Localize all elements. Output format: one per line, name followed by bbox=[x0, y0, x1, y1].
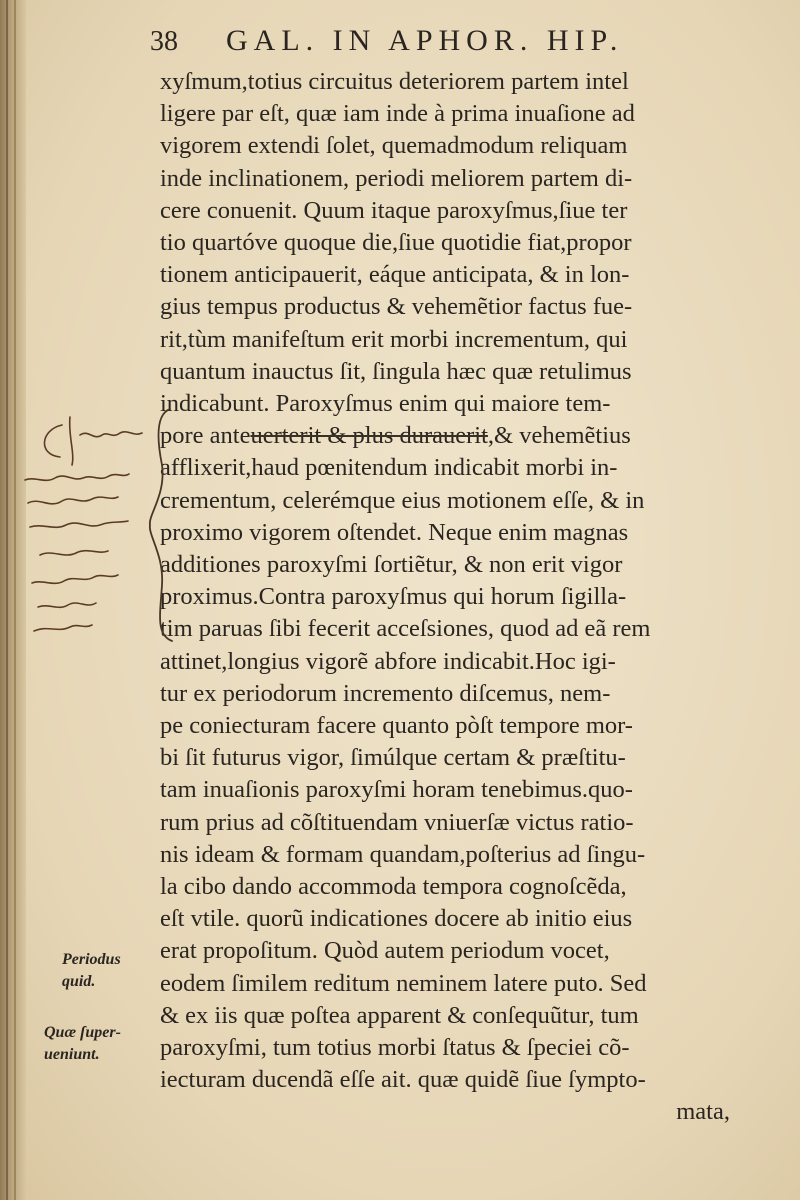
margin-note-line: Periodus bbox=[62, 951, 121, 968]
page-number: 38 bbox=[150, 26, 178, 57]
text-line: rit,tùm manifeſtum erit morbi incrementum, qui bbox=[160, 325, 628, 353]
text-line: pe coniecturam facere quanto pòſt tempore mor- bbox=[160, 712, 633, 739]
text-line: cere conuenit. Quum itaque paroxyſmus,ſiue ter bbox=[160, 196, 628, 224]
binding-edge bbox=[14, 0, 16, 1200]
text-line: mata, bbox=[676, 1098, 730, 1126]
margin-note-superueniunt bbox=[44, 1022, 121, 1066]
text-line: additiones paroxyſmi ſortiẽtur, & non erit vigor bbox=[160, 551, 623, 578]
text-line: & ex iis quæ poſtea apparent & conſequũtur, tum bbox=[160, 1001, 639, 1029]
text-line: indicabunt. Paroxyſmus enim qui maiore tem- bbox=[160, 390, 611, 417]
text-line: proximo vigorem oſtendet. Neque enim magnas bbox=[160, 518, 629, 546]
text-segment: ,& vehemẽtius bbox=[487, 422, 631, 450]
text-line: la cibo dando accommoda tempora cognoſcẽda, bbox=[160, 873, 627, 900]
margin-note-line: quid. bbox=[62, 973, 96, 990]
text-line bbox=[160, 420, 631, 452]
margin-note-line: Quæ ſuper- bbox=[44, 1024, 121, 1041]
text-line: tim paruas ſibi fecerit acceſsiones, quod ad eã rem bbox=[160, 615, 651, 643]
text-segment: pore ante bbox=[160, 422, 251, 450]
text-line: gius tempus productus & vehemẽtior factus fue- bbox=[160, 293, 633, 321]
margin-note-line: ueniunt. bbox=[44, 1046, 100, 1063]
book-binding bbox=[0, 0, 26, 1200]
text-line: ligere par eſt, quæ iam inde à prima inuaſione ad bbox=[160, 100, 635, 128]
binding-edge bbox=[6, 0, 8, 1200]
text-line: eſt vtile. quorũ indicationes docere ab initio eius bbox=[160, 905, 633, 933]
text-line: proximus.Contra paroxyſmus qui horum ſigilla- bbox=[160, 583, 627, 611]
struck-text: uerterit & plus durauerit bbox=[250, 422, 488, 450]
text-line: quantum inauctus ſit, ſingula hæc quæ retulimus bbox=[160, 357, 632, 385]
text-line: rum prius ad cõſtituendam vniuerſæ victus ratio- bbox=[160, 808, 634, 836]
text-line: paroxyſmi, tum totius morbi ſtatus & ſpeciei cõ- bbox=[160, 1034, 630, 1061]
text-line: nis ideam & formam quandam,poſterius ad ſingu- bbox=[160, 840, 646, 868]
text-line: xyſmum,totius circuitus deteriorem partem intel bbox=[160, 68, 629, 95]
text-line: tio quartóve quoque die,ſiue quotidie fiat,propor bbox=[160, 229, 632, 256]
text-line: vigorem extendi ſolet, quemadmodum reliquam bbox=[160, 132, 628, 160]
body-text bbox=[160, 66, 770, 1166]
text-line: afflixerit,haud pœnitendum indicabit morbi in- bbox=[160, 454, 618, 482]
text-line: tam inuaſionis paroxyſmi horam tenebimus.quo- bbox=[160, 776, 633, 804]
text-line: tur ex periodorum incremento diſcemus, nem- bbox=[160, 679, 611, 707]
text-line: tionem anticipauerit, eáque anticipata, & in lon- bbox=[160, 261, 630, 289]
ink-bracket bbox=[140, 405, 180, 645]
text-line: bi ſit futurus vigor, ſimúlque certam & præſtitu- bbox=[160, 744, 626, 772]
text-line: erat propoſitum. Quòd autem periodum vocet, bbox=[160, 937, 610, 965]
page-header bbox=[150, 24, 710, 64]
margin-note-periodus bbox=[62, 949, 121, 993]
text-line: iecturam ducendã eſſe ait. quæ quidẽ ſiue ſympto- bbox=[160, 1066, 646, 1094]
text-line: inde inclinationem, periodi meliorem partem di- bbox=[160, 164, 633, 192]
text-line: crementum, celerémque eius motionem eſſe, & in bbox=[160, 486, 645, 514]
text-line: eodem ſimilem reditum neminem latere puto. Sed bbox=[160, 969, 647, 997]
running-head: GAL. IN APHOR. HIP. bbox=[226, 24, 624, 57]
text-line: attinet,longius vigorẽ abfore indicabit.Hoc igi- bbox=[160, 647, 616, 675]
